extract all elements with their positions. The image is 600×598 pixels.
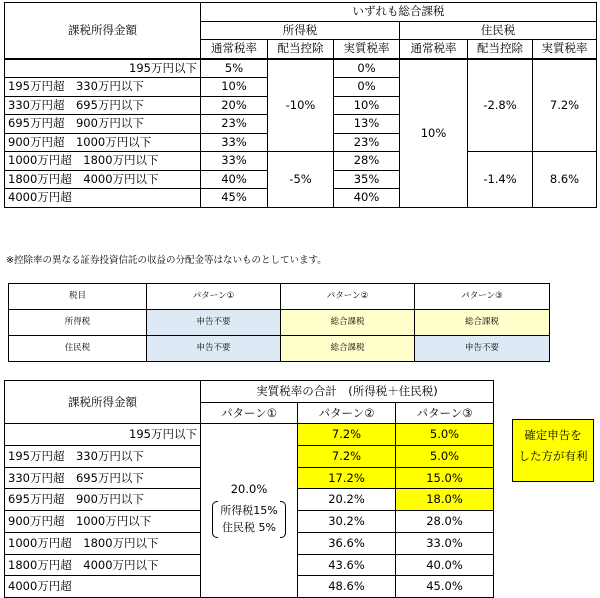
pattern-cell: 総合課税: [281, 310, 415, 336]
header-pattern-1: パターン①: [147, 284, 281, 310]
col-effective-rate: 実質税率: [334, 40, 400, 59]
header-resident-tax: 住民税: [400, 21, 597, 40]
income-range: 4000万円超: [5, 189, 201, 208]
pattern-cell: 申告不要: [147, 310, 281, 336]
pattern1-total: [201, 424, 298, 598]
rt-deduction-group2: -1.4%: [468, 152, 533, 208]
table-row: [5, 152, 597, 171]
table-row: [5, 59, 597, 78]
pattern2-value: 17.2%: [298, 467, 396, 489]
breakdown-income-tax: 所得税15%: [220, 504, 278, 518]
filing-pattern-table: [8, 283, 550, 362]
pattern3-value: 15.0%: [396, 467, 494, 489]
income-range: 1800万円超 4000万円以下: [5, 170, 201, 189]
pattern3-value: 18.0%: [396, 489, 494, 511]
callout-line-1: 確定申告を: [524, 428, 582, 442]
it-normal-rate: 10%: [201, 78, 268, 97]
rt-deduction-group1: -2.8%: [468, 59, 533, 152]
header-pattern-3: パターン③: [396, 402, 494, 424]
pattern3-value: 28.0%: [396, 511, 494, 533]
pattern1-value: 20.0%: [230, 481, 268, 496]
header-pattern-3: パターン③: [415, 284, 550, 310]
header-tax-item: 税目: [9, 284, 147, 310]
it-normal-rate: 5%: [201, 59, 268, 78]
callout-line-2: した方が有利: [518, 449, 588, 464]
col-dividend-deduction: 配当控除: [468, 40, 533, 59]
header-total-rate: 実質税率の合計 (所得税＋住民税): [201, 381, 494, 403]
header-income-tax: 所得税: [201, 21, 400, 40]
tax-item-label: 住民税: [9, 336, 147, 362]
table-row: [9, 310, 550, 336]
pattern2-value: 20.2%: [298, 489, 396, 511]
pattern3-value: 5.0%: [396, 446, 494, 468]
it-normal-rate: 23%: [201, 115, 268, 134]
rt-normal-rate: 10%: [400, 59, 468, 208]
col-normal-rate: 通常税率: [400, 40, 468, 59]
rt-effective-group1: 7.2%: [533, 59, 597, 152]
header-income-amount: 課税所得金額: [5, 3, 201, 59]
it-normal-rate: 33%: [201, 152, 268, 171]
col-effective-rate: 実質税率: [533, 40, 597, 59]
income-range: 195万円超 330万円以下: [5, 78, 201, 97]
it-effective-rate: 35%: [334, 170, 400, 189]
pattern-cell: 総合課税: [415, 310, 550, 336]
footnote: ※控除率の異なる証券投資信託の収益の分配金等はないものとしています。: [6, 255, 327, 266]
col-normal-rate: 通常税率: [201, 40, 268, 59]
income-range: 900万円超 1000万円以下: [5, 511, 201, 533]
header-income-amount: 課税所得金額: [5, 381, 201, 424]
pattern2-value: 36.6%: [298, 532, 396, 554]
header-pattern-2: パターン②: [298, 402, 396, 424]
pattern2-value: 43.6%: [298, 554, 396, 576]
it-effective-rate: 23%: [334, 133, 400, 152]
income-range: 195万円以下: [5, 424, 201, 446]
it-normal-rate: 40%: [201, 170, 268, 189]
it-effective-rate: 0%: [334, 78, 400, 97]
income-range: 4000万円超: [5, 576, 201, 598]
income-range: 330万円超 695万円以下: [5, 467, 201, 489]
pattern-cell: 申告不要: [147, 336, 281, 362]
pattern-cell: 総合課税: [281, 336, 415, 362]
table-row: [9, 336, 550, 362]
it-effective-rate: 13%: [334, 115, 400, 134]
pattern1-breakdown: [212, 501, 285, 538]
it-normal-rate: 33%: [201, 133, 268, 152]
col-dividend-deduction: 配当控除: [268, 40, 334, 59]
income-range: 1800万円超 4000万円以下: [5, 554, 201, 576]
tax-item-label: 所得税: [9, 310, 147, 336]
pattern3-value: 5.0%: [396, 424, 494, 446]
it-deduction-group2: -5%: [268, 152, 334, 208]
income-range: 330万円超 695万円以下: [5, 96, 201, 115]
income-range: 900万円超 1000万円以下: [5, 133, 201, 152]
it-effective-rate: 10%: [334, 96, 400, 115]
pattern3-value: 33.0%: [396, 532, 494, 554]
pattern2-value: 48.6%: [298, 576, 396, 598]
pattern3-value: 40.0%: [396, 554, 494, 576]
pattern3-value: 45.0%: [396, 576, 494, 598]
income-range: 195万円以下: [5, 59, 201, 78]
total-effective-rate-table: [4, 380, 494, 598]
header-pattern-1: パターン①: [201, 402, 298, 424]
income-range: 1000万円超 1800万円以下: [5, 532, 201, 554]
it-effective-rate: 28%: [334, 152, 400, 171]
it-deduction-group1: -10%: [268, 59, 334, 152]
it-effective-rate: 0%: [334, 59, 400, 78]
income-range: 695万円超 900万円以下: [5, 489, 201, 511]
it-effective-rate: 40%: [334, 189, 400, 208]
pattern2-value: 30.2%: [298, 511, 396, 533]
header-all-comprehensive: いずれも総合課税: [201, 3, 597, 22]
pattern2-value: 7.2%: [298, 424, 396, 446]
pattern2-value: 7.2%: [298, 446, 396, 468]
tax-rate-table: [4, 2, 597, 208]
rt-effective-group2: 8.6%: [533, 152, 597, 208]
it-normal-rate: 20%: [201, 96, 268, 115]
breakdown-resident-tax: 住民税 5%: [222, 520, 276, 534]
pattern-cell: 申告不要: [415, 336, 550, 362]
income-range: 195万円超 330万円以下: [5, 446, 201, 468]
advantage-callout: [512, 419, 594, 482]
it-normal-rate: 45%: [201, 189, 268, 208]
income-range: 1000万円超 1800万円以下: [5, 152, 201, 171]
table-row: [5, 424, 494, 446]
income-range: 695万円超 900万円以下: [5, 115, 201, 134]
header-pattern-2: パターン②: [281, 284, 415, 310]
